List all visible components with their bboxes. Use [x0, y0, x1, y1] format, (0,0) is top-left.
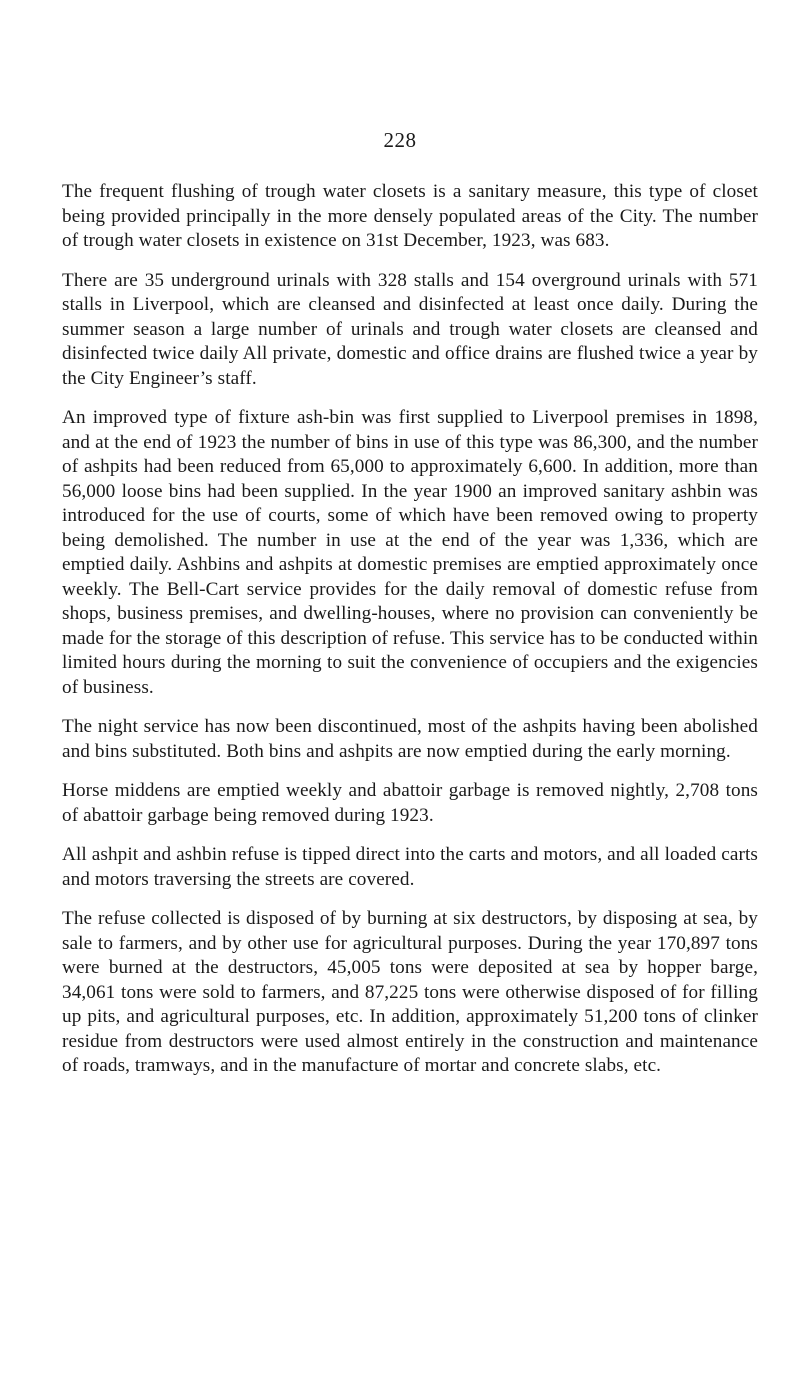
paragraph-refuse-disposal: The refuse collected is disposed of by burning at six destructors, by disposing at sea, by sale to farmers, and by other use for agricultural purposes. During the year 170,897 tons were burned at the destructors, 45,005 tons were deposited at sea by hopper barge, 34,061 tons were sold to farmers, and 87,225 tons were otherwise disposed of for filling up pits, and agricultural purposes, etc. In addition, approximately 51,200 tons of clinker residue from destructors were used almost entirely in the construction and maintenance of roads, tramways, and in the manufacture of mortar and concrete slabs, etc.: [62, 908, 758, 1076]
page-number: 228: [383, 128, 417, 152]
paragraph-ashbins: An improved type of fixture ash-bin was first supplied to Liverpool premises in 1898, and at the end of 1923 the number of bins in use of this type was 86,300, and the number of ashpits had been reduced from 65,000 to approximately 6,600. In addition, more than 56,000 loose bins had been supplied. In the year 1900 an improved sanitary ashbin was introduced for the use of courts, some of which have been removed owing to property being demolished. The number in use at the end of the year was 1,336, which are emptied daily. Ashbins and ashpits at domestic premises are emptied approximately once weekly. The Bell-Cart service provides for the daily removal of domestic refuse from shops, business premises, and dwelling-houses, where no provision can conveniently be made for the storage of this description of refuse. This service has to be conducted within limited hours during the morning to suit the convenience of occupiers and the exigencies of business.: [62, 407, 758, 698]
body-text: [62, 180, 758, 1094]
paragraph-night-service: The night service has now been discontinued, most of the ashpits having been abolished and bins substituted. Both bins and ashpits are now emptied during the early morning.: [62, 716, 758, 762]
paragraph-horse-middens: Horse middens are emptied weekly and abattoir garbage is removed nightly, 2,708 tons of abattoir garbage being removed during 1923.: [62, 780, 758, 826]
paragraph-trough-closets: The frequent flushing of trough water closets is a sanitary measure, this type of closet being provided principally in the more densely populated areas of the City. The number of trough water closets in existence on 31st December, 1923, was 683.: [62, 181, 758, 251]
paragraph-refuse-tipping: All ashpit and ashbin refuse is tipped direct into the carts and motors, and all loaded carts and motors traversing the streets are covered.: [62, 844, 758, 890]
paragraph-urinals: There are 35 underground urinals with 328 stalls and 154 overground urinals with 571 stalls in Liverpool, which are cleansed and disinfected at least once daily. During the summer season a large number of urinals and trough water closets are cleansed and disinfected twice daily All private, domestic and office drains are flushed twice a year by the City Engineer’s staff.: [62, 269, 758, 389]
